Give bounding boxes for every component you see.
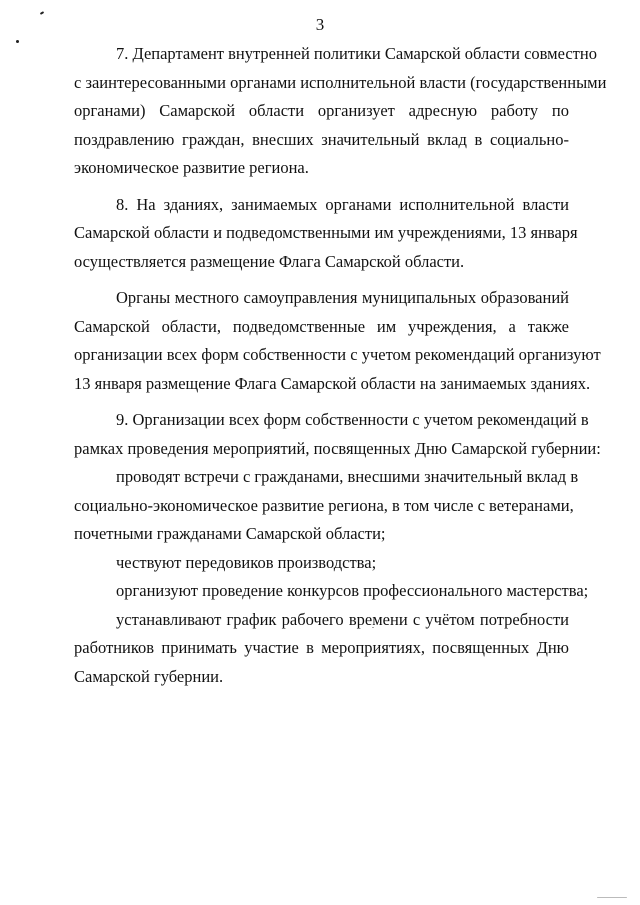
- text-line: социально-экономическое развитие региона, в том числе с ветеранами,: [74, 495, 574, 515]
- text-line: осуществляется размещение Флага Самарской области.: [74, 251, 465, 271]
- text-line: 13 января размещение Флага Самарской области на занимаемых зданиях.: [74, 373, 591, 393]
- paragraph-item-8: [74, 191, 578, 277]
- paragraph-local-authorities: [74, 284, 601, 398]
- scan-speck: [16, 40, 19, 43]
- text-line: Самарской области и подведомственными им учреждениями, 13 января: [74, 223, 578, 242]
- text-line: рамках проведения мероприятий, посвященных Дню Самарской губернии:: [74, 438, 601, 458]
- paragraph-contests: [74, 577, 589, 606]
- text-line: почетными гражданами Самарской области;: [74, 524, 386, 543]
- paragraph-honoring: [74, 549, 569, 578]
- paragraph-meetings: [74, 463, 579, 549]
- text-line: поздравлению граждан, внесших значительный вклад в социально-: [74, 129, 569, 149]
- document-body: [74, 40, 607, 691]
- text-line: с заинтересованными органами исполнительной власти (государственными: [74, 72, 607, 92]
- text-line: проводят встречи с гражданами, внесшими значительный вклад в: [116, 467, 579, 486]
- text-line: Органы местного самоуправления муниципальных образований: [116, 288, 569, 307]
- text-line: организации всех форм собственности с учетом рекомендаций организуют: [74, 345, 601, 364]
- paragraph-item-9: [74, 406, 601, 463]
- text-line: 7. Департамент внутренней политики Самарской области совместно: [116, 44, 597, 63]
- text-line: органами) Самарской области организует адресную работу по: [74, 101, 569, 120]
- paragraph-work-schedule: [74, 606, 569, 692]
- scan-speck: [597, 897, 627, 898]
- text-line: организуют проведение конкурсов профессионального мастерства;: [116, 581, 589, 600]
- text-line: работников принимать участие в мероприятиях, посвященных Дню: [74, 638, 569, 657]
- text-line: 8. На зданиях, занимаемых органами исполнительной власти: [116, 194, 569, 214]
- text-line: устанавливают график рабочего времени с учётом потребности: [116, 609, 569, 629]
- text-line: 9. Организации всех форм собственности с учетом рекомендаций в: [116, 410, 589, 429]
- paragraph-item-7: [74, 40, 607, 183]
- text-line: Самарской губернии.: [74, 666, 224, 686]
- page-number: 3: [315, 15, 325, 34]
- text-line: Самарской области, подведомственные им учреждения, а также: [74, 316, 569, 336]
- text-line: чествуют передовиков производства;: [116, 552, 377, 572]
- text-line: экономическое развитие региона.: [74, 158, 309, 177]
